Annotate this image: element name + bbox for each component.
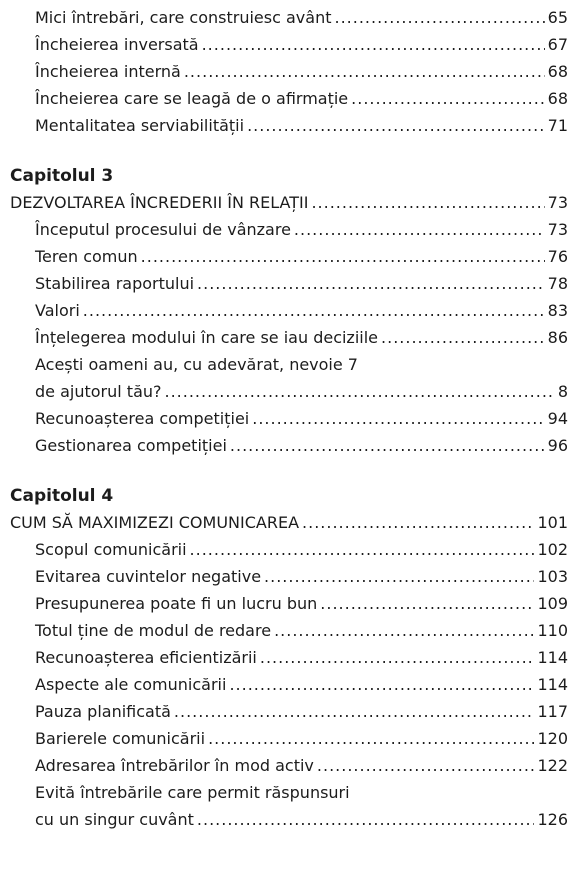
leader-dots (294, 216, 545, 243)
leader-dots (190, 536, 535, 563)
toc-entry-page: 102 (537, 540, 568, 559)
leader-dots (141, 243, 545, 270)
leader-dots (229, 671, 534, 698)
toc-entry (10, 563, 568, 590)
leader-dots (174, 698, 535, 725)
leader-dots (252, 405, 544, 432)
toc-entry (10, 4, 568, 31)
toc-entry (10, 216, 568, 243)
toc-entry-page: 122 (537, 756, 568, 775)
chapter-title-entry (10, 189, 568, 216)
chapter-title-entry (10, 509, 568, 536)
toc-entry-page: 94 (547, 409, 568, 428)
leader-dots (351, 85, 544, 112)
toc-entry-title: Scopul comunicării (35, 540, 187, 559)
toc-entry-title: Evitarea cuvintelor negative (35, 567, 262, 586)
leader-dots (274, 617, 534, 644)
toc-entry-page: 114 (537, 675, 568, 694)
toc-entry-title: Gestionarea competiției (35, 436, 227, 455)
toc-entry-title: Pauza planificată (35, 702, 171, 721)
toc-entry-page: 8 (557, 382, 568, 401)
toc-entry-page: 71 (547, 116, 568, 135)
toc-entry-title: Teren comun (35, 247, 138, 266)
toc-entry (10, 590, 568, 617)
toc-entry (10, 698, 568, 725)
toc-entry (10, 297, 568, 324)
toc-entry-title: cu un singur cuvânt (35, 810, 194, 829)
toc-entry-page: 103 (537, 567, 568, 586)
leader-dots (197, 270, 545, 297)
toc-entry-title: Aspecte ale comunicării (35, 675, 227, 694)
toc-entry (10, 752, 568, 779)
toc-entry (10, 536, 568, 563)
toc-entry-page: 114 (537, 648, 568, 667)
toc-entry-page: 83 (547, 301, 568, 320)
toc-entry-page: 109 (537, 594, 568, 613)
toc-entry-title: de ajutorul tău? (35, 382, 162, 401)
toc-entry-title: Încheierea internă (35, 62, 181, 81)
toc-entry-title: Totul ține de modul de redare (35, 621, 272, 640)
toc-entry-title: Înțelegerea modului în care se iau deciziile (35, 328, 379, 347)
toc-entry (10, 378, 568, 405)
toc-entry-page: 117 (537, 702, 568, 721)
toc-entry-title: Stabilirea raportului (35, 274, 195, 293)
chapter-title: CUM SĂ MAXIMIZEZI COMUNICAREA (10, 513, 300, 532)
leader-dots (264, 563, 534, 590)
leader-dots (260, 644, 535, 671)
leader-dots (83, 297, 545, 324)
leader-dots (184, 58, 545, 85)
toc-entry-title: Barierele comunicării (35, 729, 206, 748)
toc-entry-page: 76 (547, 247, 568, 266)
toc-entry (10, 617, 568, 644)
chapter-page: 101 (537, 513, 568, 532)
toc-entry (10, 324, 568, 351)
leader-dots (320, 590, 534, 617)
toc-entry-wrapped-line: Evită întrebările care permit răspunsuri (35, 783, 350, 802)
toc-entry-page: 110 (537, 621, 568, 640)
toc-entry-page: 68 (547, 89, 568, 108)
toc-entry-title: Recunoașterea eficientizării (35, 648, 257, 667)
toc-entry-page: 126 (537, 810, 568, 829)
toc-entry-title: Valori (35, 301, 80, 320)
toc-entry-title: Încheierea inversată (35, 35, 199, 54)
leader-dots (197, 806, 535, 833)
chapter-title: DEZVOLTAREA ÎNCREDERII ÎN RELAȚII (10, 193, 309, 212)
toc-entry-title: Începutul procesului de vânzare (35, 220, 291, 239)
leader-dots (317, 752, 535, 779)
chapter-page: 73 (547, 193, 568, 212)
toc-entry-title: Mici întrebări, care construiesc avânt (35, 8, 332, 27)
toc-entry-page: 65 (547, 8, 568, 27)
toc-entry-page: 96 (547, 436, 568, 455)
leader-dots (381, 324, 545, 351)
leader-dots (311, 189, 544, 216)
toc-entry (10, 85, 568, 112)
toc-entry-title: Adresarea întrebărilor în mod activ (35, 756, 314, 775)
toc-entry (10, 112, 568, 139)
toc-entry (10, 432, 568, 459)
toc-entry-page: 68 (547, 62, 568, 81)
leader-dots (230, 432, 545, 459)
toc-entry-page: 78 (547, 274, 568, 293)
chapter-heading: Capitolul 4 (10, 486, 114, 506)
leader-dots (202, 31, 545, 58)
toc-entry (10, 644, 568, 671)
toc-entry-page: 67 (547, 35, 568, 54)
toc-entry-title: Mentalitatea serviabilității (35, 116, 245, 135)
toc-entry (10, 671, 568, 698)
leader-dots (247, 112, 545, 139)
toc-entry-page: 120 (537, 729, 568, 748)
toc-entry (10, 243, 568, 270)
leader-dots (208, 725, 534, 752)
toc-entry-title: Presupunerea poate fi un lucru bun (35, 594, 318, 613)
leader-dots (165, 378, 555, 405)
toc-entry (10, 725, 568, 752)
toc-entry-wrapped-line: Acești oameni au, cu adevărat, nevoie 7 (35, 355, 358, 374)
toc-entry (10, 806, 568, 833)
leader-dots (302, 509, 534, 536)
toc-entry-title: Recunoașterea competiției (35, 409, 250, 428)
toc-entry-title: Încheierea care se leagă de o afirmație (35, 89, 349, 108)
toc-entry (10, 270, 568, 297)
toc-entry (10, 58, 568, 85)
toc-entry-page: 86 (547, 328, 568, 347)
toc-entry-page: 73 (547, 220, 568, 239)
toc-entry (10, 405, 568, 432)
chapter-heading: Capitolul 3 (10, 166, 114, 186)
leader-dots (334, 4, 544, 31)
toc-entry (10, 31, 568, 58)
